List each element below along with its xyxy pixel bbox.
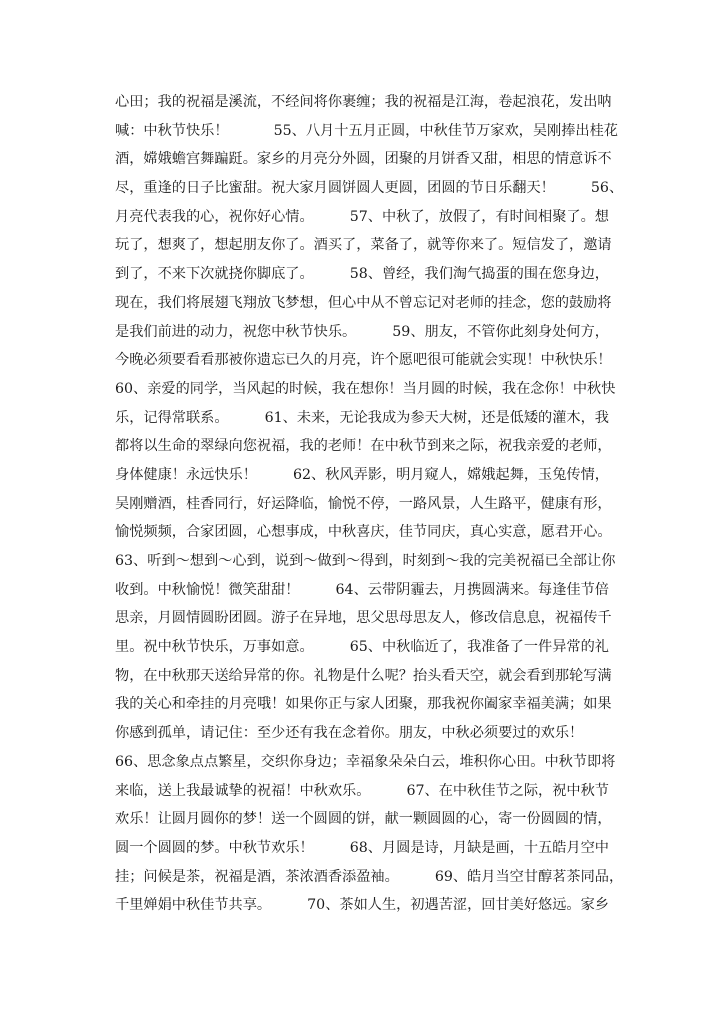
text-line: 66、思念象点点繁星，交织你身边；幸福象朵朵白云，堆积你心田。中秋节即将: [115, 753, 616, 770]
text-line: 现在，我们将展翅飞翔放飞梦想，但心中从不曾忘记对老师的挂念，您的鼓励将: [115, 294, 612, 311]
text-line: 乐，记得常联系。 61、未来，无论我成为参天大树，还是低矮的灌木，我: [115, 409, 609, 426]
text-line: 到了，不来下次就挠你脚底了。 58、曾经，我们淘气捣蛋的围在您身边，: [115, 266, 609, 283]
text-line: 60、亲爱的同学，当风起的时候，我在想你！当月圆的时候，我在念你！中秋快: [115, 380, 616, 397]
body-text: [115, 88, 624, 920]
text-line: 来临，送上我最诚挚的祝福！中秋欢乐。 67、在中秋佳节之际，祝中秋节: [115, 782, 609, 799]
text-line: 物，在中秋那天送给异常的你。礼物是什么呢？抬头看天空，就会看到那轮写满: [115, 667, 612, 684]
text-line: 63、听到～想到～心到，说到～做到～得到，时刻到～我的完美祝福已全部让你: [115, 553, 616, 569]
text-line: 玩了，想爽了，想起朋友你了。酒买了，菜备了，就等你来了。短信发了，邀请: [115, 237, 612, 254]
text-line: 我的关心和牵挂的月亮哦！如果你正与家人团聚，那我祝你阖家幸福美满；如果: [115, 696, 612, 713]
text-line: 收到。中秋愉悦！微笑甜甜！ 64、云带阴霾去，月携圆满来。每逢佳节倍: [115, 581, 609, 598]
text-line: 身体健康！永远快乐！ 62、秋风弄影，明月窥人，嫦娥起舞，玉兔传情，: [115, 466, 609, 483]
text-line: 心田；我的祝福是溪流，不经间将你裹缠；我的祝福是江海，卷起浪花，发出呐: [115, 94, 612, 110]
text-line: 里。祝中秋节快乐，万事如意。 65、中秋临近了，我准备了一件异常的礼: [115, 639, 609, 656]
text-line: 尽，重逢的日子比蜜甜。祝大家月圆饼圆人更圆，团圆的节日乐翻天！ 56、: [115, 180, 624, 197]
text-line: 愉悦频频，合家团圆，心想事成，中秋喜庆，佳节同庆，真心实意，愿君开心。: [115, 524, 612, 541]
text-line: 千里婵娟中秋佳节共享。 70、茶如人生，初遇苦涩，回甘美好悠远。家乡: [115, 897, 609, 914]
text-line: 都将以生命的翠绿向您祝福，我的老师！在中秋节到来之际，祝我亲爱的老师，: [115, 438, 612, 455]
text-line: 你感到孤单，请记住：至少还有我在念着你。朋友，中秋必须要过的欢乐！: [115, 725, 584, 742]
text-line: 圆一个圆圆的梦。中秋节欢乐！ 68、月圆是诗，月缺是画，十五皓月空中: [115, 839, 609, 856]
text-line: 欢乐！让圆月圆你的梦！送一个圆圆的饼，献一颗圆圆的心，寄一份圆圆的情，: [115, 811, 612, 828]
text-line: 是我们前进的动力，祝您中秋节快乐。 59、朋友，不管你此刻身处何方，: [115, 323, 609, 340]
text-line: 月亮代表我的心，祝你好心情。 57、中秋了，放假了，有时间相聚了。想: [115, 208, 609, 225]
text-line: 酒，嫦娥蟾宫舞蹁跹。家乡的月亮分外圆，团聚的月饼香又甜，相思的情意诉不: [115, 151, 612, 168]
text-line: 喊：中秋节快乐！ 55、八月十五月正圆，中秋佳节万家欢，吴刚捧出桂花: [115, 122, 618, 139]
text-line: 思亲，月圆情圆盼团圆。游子在异地，思父思母思友人，修改信息息，祝福传千: [115, 610, 612, 627]
text-line: 今晚必须要看看那被你遗忘已久的月亮，许个愿吧很可能就会实现！中秋快乐！: [115, 352, 612, 369]
text-line: 挂；问候是茶，祝福是酒，茶浓酒香添盈袖。 69、皓月当空甘醇茗茶同品，: [115, 868, 624, 885]
text-line: 吴刚赠酒，桂香同行，好运降临，愉悦不停，一路风景，人生路平，健康有形，: [115, 495, 612, 512]
